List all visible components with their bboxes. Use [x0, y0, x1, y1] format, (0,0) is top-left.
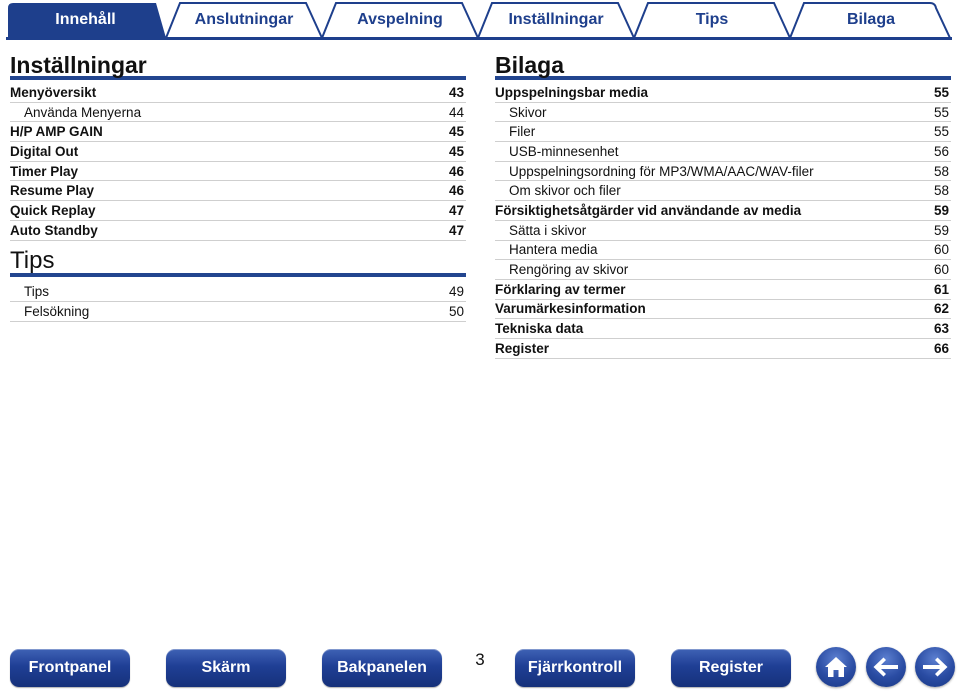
toc-label: USB-minnesenhet — [509, 143, 619, 159]
toc-label: Använda Menyerna — [24, 104, 142, 120]
toc-label: Rengöring av skivor — [509, 262, 629, 278]
toc-row[interactable] — [10, 162, 466, 182]
toc-row[interactable] — [495, 300, 951, 320]
tab-installningar[interactable]: Inställningar — [508, 11, 604, 28]
toc-label: Uppspelningsbar media — [495, 84, 649, 100]
toc-row[interactable] — [495, 280, 951, 300]
toc-page: 58 — [933, 163, 949, 179]
toc-label: Resume Play — [10, 183, 95, 199]
toc-page: 47 — [448, 222, 464, 238]
toc-row[interactable] — [495, 260, 951, 280]
toc-page: 56 — [933, 143, 949, 159]
toc-row[interactable] — [495, 339, 951, 359]
toc-label: Quick Replay — [10, 202, 96, 218]
toc-label: Auto Standby — [10, 222, 98, 238]
toc-page: 46 — [448, 183, 464, 199]
section-title-bilaga: Bilaga — [495, 50, 951, 80]
right-column — [495, 50, 951, 359]
toc-page: 59 — [933, 222, 949, 238]
toc-page: 43 — [448, 84, 464, 100]
tab-anslutningar[interactable]: Anslutningar — [194, 11, 294, 28]
toc-page: 55 — [933, 124, 949, 140]
section-title-tips: Tips — [10, 245, 466, 277]
toc-page: 45 — [448, 143, 464, 159]
toc-row[interactable] — [495, 122, 951, 142]
toc-label: Register — [495, 340, 550, 356]
toc-page: 60 — [933, 242, 949, 258]
tab-innehall[interactable]: Innehåll — [55, 11, 116, 28]
toc-row[interactable] — [10, 302, 466, 322]
toc-page: 66 — [933, 340, 949, 356]
toc-row[interactable] — [495, 142, 951, 162]
toc-page: 58 — [933, 183, 949, 199]
tab-avspelning[interactable]: Avspelning — [357, 11, 443, 28]
toc-row[interactable] — [495, 162, 951, 182]
toc-row[interactable] — [495, 103, 951, 123]
home-icon — [823, 655, 849, 679]
toc-label: Tekniska data — [495, 321, 584, 337]
toc-row[interactable] — [495, 241, 951, 261]
toc-page: 47 — [448, 202, 464, 218]
toc-row[interactable] — [10, 83, 466, 103]
toc-row[interactable] — [10, 221, 466, 241]
fjarrkontroll-button[interactable]: Fjärrkontroll — [515, 649, 635, 687]
arrow-right-icon — [921, 657, 949, 677]
arrow-left-icon — [872, 657, 900, 677]
toc-row[interactable] — [10, 122, 466, 142]
toc-page: 45 — [448, 124, 464, 140]
toc-label: Om skivor och filer — [509, 183, 621, 199]
toc-page: 44 — [448, 104, 464, 120]
toc-label: H/P AMP GAIN — [10, 124, 103, 140]
toc-row[interactable] — [10, 142, 466, 162]
register-button[interactable]: Register — [671, 649, 791, 687]
frontpanel-button[interactable]: Frontpanel — [10, 649, 130, 687]
toc-page: 46 — [448, 163, 464, 179]
toc-label: Filer — [509, 124, 536, 140]
toc-page: 60 — [933, 262, 949, 278]
toc-label: Förklaring av termer — [495, 281, 626, 297]
toc-label: Skivor — [509, 104, 547, 120]
page-number: 3 — [475, 650, 485, 669]
toc-page: 55 — [933, 104, 949, 120]
toc-row[interactable] — [495, 221, 951, 241]
toc-label: Tips — [24, 284, 50, 300]
toc-label: Varumärkesinformation — [495, 301, 646, 317]
toc-row[interactable] — [10, 103, 466, 123]
toc-row[interactable] — [10, 283, 466, 303]
section-title-installningar: Inställningar — [10, 50, 466, 80]
toc-page: 59 — [933, 202, 949, 218]
toc-row[interactable] — [495, 201, 951, 221]
toc-row[interactable] — [10, 181, 466, 201]
toc-row[interactable] — [495, 83, 951, 103]
toc-label: Timer Play — [10, 163, 79, 179]
toc-label: Sätta i skivor — [509, 222, 587, 238]
toc-row[interactable] — [495, 181, 951, 201]
toc-page: 55 — [933, 84, 949, 100]
toc-page: 49 — [448, 284, 464, 300]
home-button[interactable] — [816, 647, 856, 687]
bakpanelen-button[interactable]: Bakpanelen — [322, 649, 442, 687]
toc-label: Försiktighetsåtgärder vid användande av media — [495, 202, 802, 218]
toc-page: 61 — [933, 281, 949, 297]
forward-button[interactable] — [915, 647, 955, 687]
toc-page: 62 — [933, 301, 949, 317]
toc-label: Menyöversikt — [10, 84, 97, 100]
tab-bilaga[interactable]: Bilaga — [846, 11, 895, 28]
skarm-button[interactable]: Skärm — [166, 649, 286, 687]
toc-page: 50 — [448, 304, 464, 320]
back-button[interactable] — [866, 647, 906, 687]
toc-label: Digital Out — [10, 143, 79, 159]
toc-row[interactable] — [495, 319, 951, 339]
toc-label: Uppspelningsordning för MP3/WMA/AAC/WAV-filer — [509, 163, 814, 179]
top-tab-bar — [6, 2, 952, 40]
toc-label: Hantera media — [509, 242, 598, 258]
toc-page: 63 — [933, 321, 949, 337]
toc-row[interactable] — [10, 201, 466, 221]
tab-tips[interactable]: Tips — [695, 11, 729, 28]
toc-label: Felsökning — [24, 304, 90, 320]
left-column — [10, 50, 466, 322]
